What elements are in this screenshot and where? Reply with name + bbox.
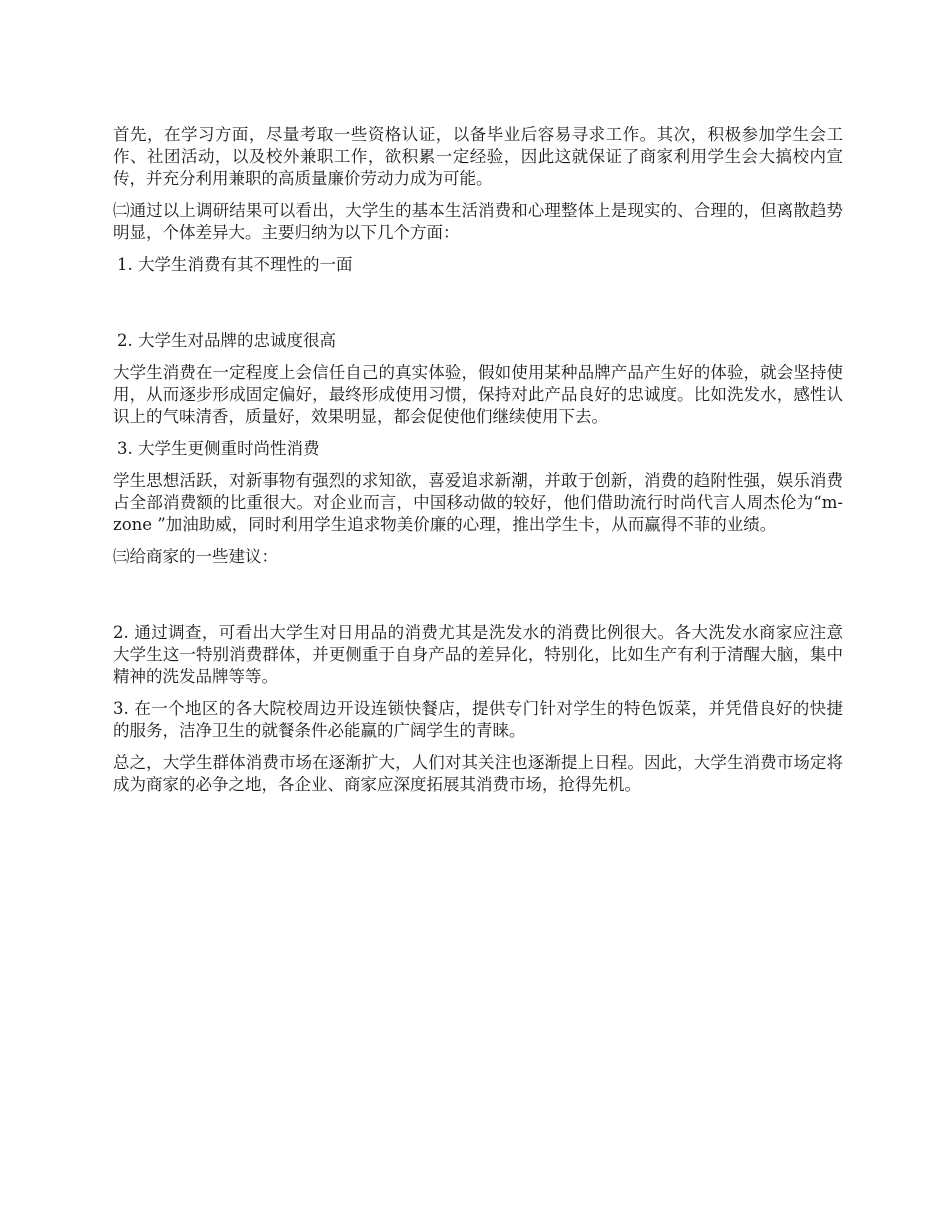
heading-brand-loyalty: 2. 大学生对品牌的忠诚度很高 — [117, 331, 336, 350]
heading-irrational-consumption: 1. 大学生消费有其不理性的一面 — [117, 255, 353, 274]
paragraph-study-advice: 首先，在学习方面，尽量考取一些资格认证，以备毕业后容易寻求工作。其次，积极参加学生会工作、社团活动，以及校外兼职工作，欲积累一定经验，因此这就保证了商家利用学生会大搞校内宣传，并充分利用兼职的高质量廉价劳动力成为可能。 — [113, 125, 843, 188]
blank-gap — [113, 578, 843, 622]
paragraph-brand-loyalty: 大学生消费在一定程度上会信任自己的真实体验，假如使用某种品牌产品产生好的体验，就会坚持使用，从而逐步形成固定偏好，最终形成使用习惯，保持对此产品良好的忠诚度。比如洗发水，感性认识上的气味清香，质量好，效果明显，都会促使他们继续使用下去。 — [113, 363, 843, 426]
paragraph-survey-summary: ㈡通过以上调研结果可以看出，大学生的基本生活消费和心理整体上是现实的、合理的，但离散趋势明显，个体差异大。主要归纳为以下几个方面： — [113, 201, 843, 242]
document-body — [113, 124, 843, 806]
paragraph-suggestion-2: 2. 通过调查，可看出大学生对日用品的消费尤其是洗发水的消费比例很大。各大洗发水商家应注意大学生这一特别消费群体，并更侧重于自身产品的差异化，特别化，比如生产有利于清醒大脑，集中精神的洗发品牌等等。 — [113, 623, 843, 686]
heading-merchant-suggestions: ㈢给商家的一些建议： — [113, 547, 278, 566]
heading-fashion-consumption: 3. 大学生更侧重时尚性消费 — [117, 439, 320, 458]
paragraph-fashion-consumption: 学生思想活跃，对新事物有强烈的求知欲，喜爱追求新潮，并敢于创新，消费的趋附性强，娱乐消费占全部消费额的比重很大。对企业而言，中国移动做的较好，他们借助流行时尚代言人周杰伦为“m-zone ”加油助威，同时利用学生追求物美价廉的心理，推出学生卡，从而赢得不菲的业绩。 — [113, 471, 843, 534]
paragraph-suggestion-3: 3. 在一个地区的各大院校周边开设连锁快餐店，提供专门针对学生的特色饭菜，并凭借良好的快捷的服务，洁净卫生的就餐条件必能赢的广阔学生的青睐。 — [113, 699, 843, 740]
blank-gap — [113, 286, 843, 330]
paragraph-conclusion: 总之，大学生群体消费市场在逐渐扩大，人们对其关注也逐渐提上日程。因此，大学生消费市场定将成为商家的必争之地，各企业、商家应深度拓展其消费市场，抢得先机。 — [113, 753, 843, 794]
